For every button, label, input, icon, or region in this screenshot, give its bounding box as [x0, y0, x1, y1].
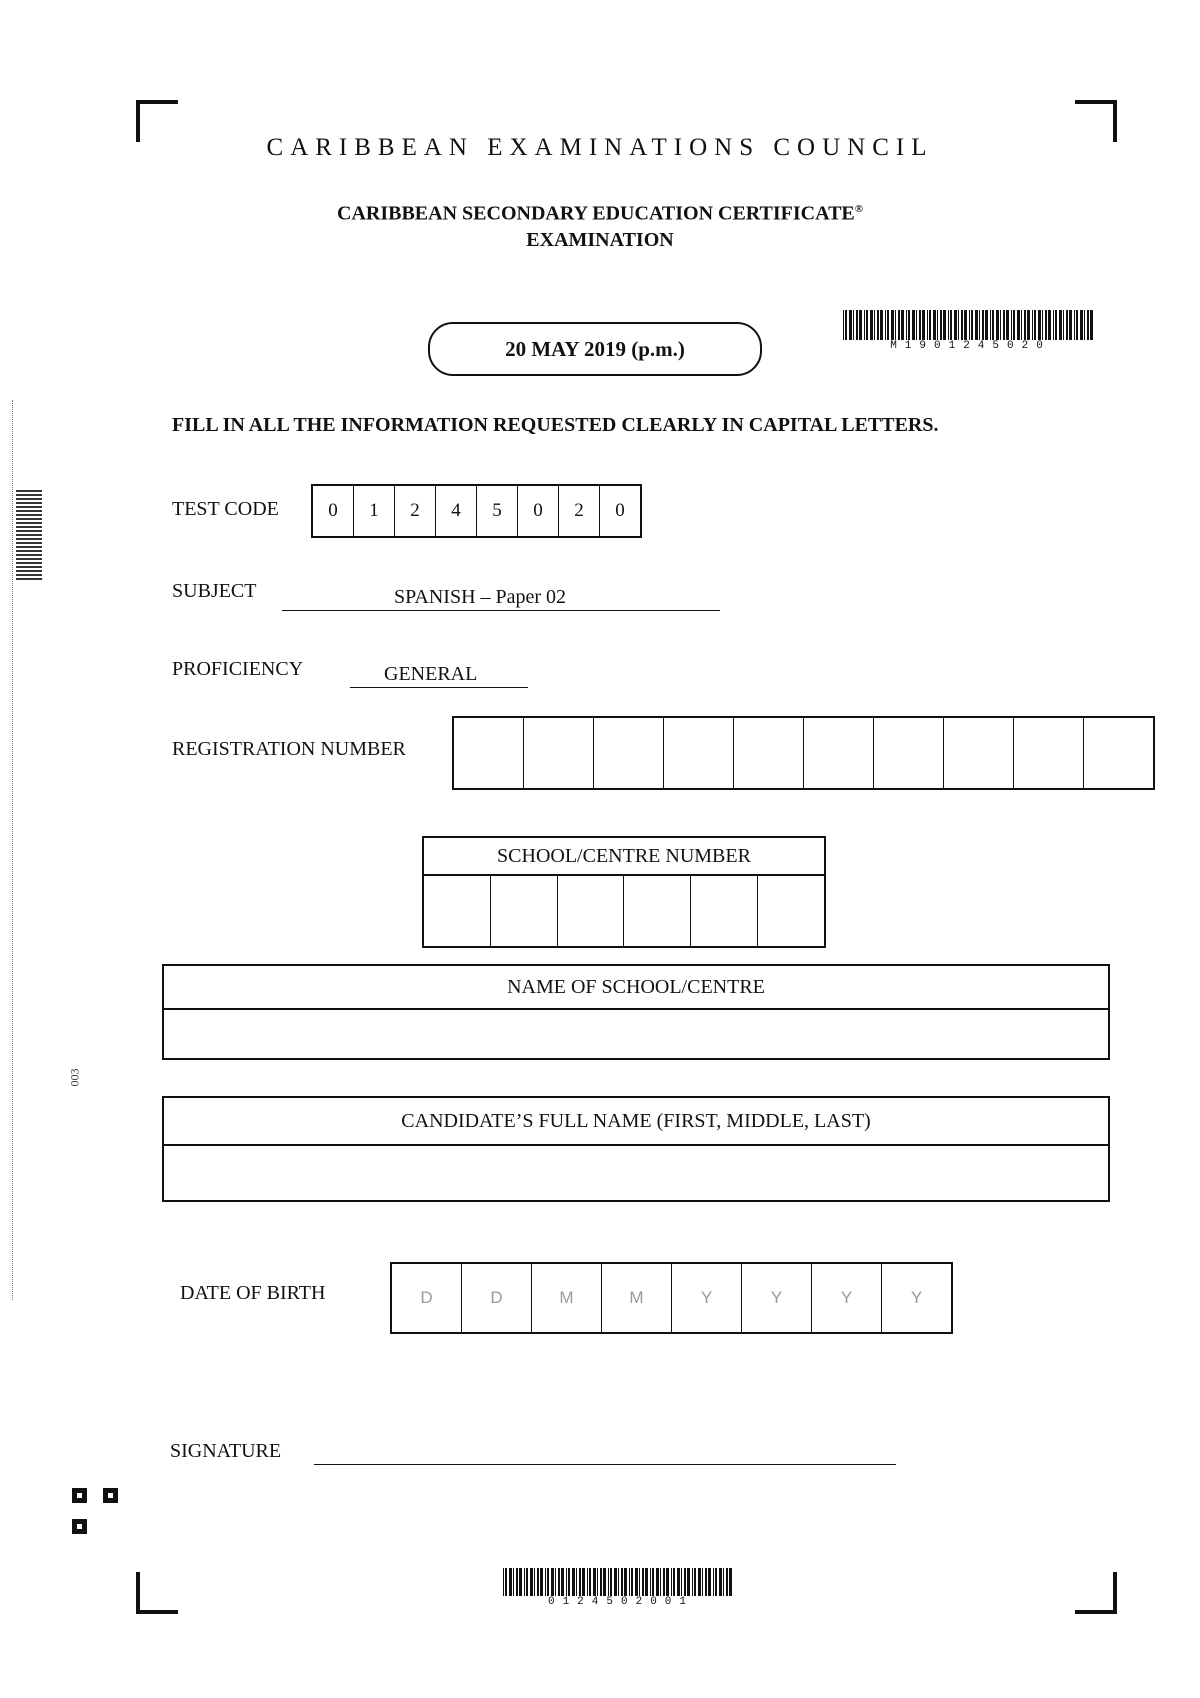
- school-name-label: NAME OF SCHOOL/CENTRE: [164, 966, 1108, 1010]
- school-centre-number-digit-box[interactable]: [691, 876, 758, 946]
- signature-label: SIGNATURE: [170, 1440, 282, 1462]
- test-code-label: TEST CODE: [172, 498, 279, 520]
- certificate-line-1: CARIBBEAN SECONDARY EDUCATION CERTIFICATE: [337, 202, 855, 225]
- test-code-digit: 0: [615, 500, 625, 521]
- corner-mark-bottom-left: [136, 1572, 178, 1614]
- qr-code-icon: [72, 1488, 118, 1534]
- school-centre-number-digit-box[interactable]: [558, 876, 625, 946]
- test-code-digit: 4: [436, 486, 477, 536]
- instruction-text: FILL IN ALL THE INFORMATION REQUESTED CLEARLY IN CAPITAL LETTERS.: [172, 414, 939, 436]
- side-number: 003: [67, 1068, 82, 1087]
- certificate-title: [0, 196, 1200, 253]
- registration-number-box[interactable]: [1084, 718, 1153, 788]
- registration-number-box[interactable]: [524, 718, 594, 788]
- exam-date: 20 MAY 2019 (p.m.): [505, 336, 685, 361]
- date-of-birth-box[interactable]: Y: [910, 1288, 923, 1307]
- subject-value: SPANISH – Paper 02: [394, 586, 567, 608]
- school-centre-number-digit-box[interactable]: [624, 876, 691, 946]
- school-name-input[interactable]: [164, 1010, 1108, 1058]
- test-code-digit: 1: [354, 486, 395, 536]
- registration-number-box[interactable]: [454, 718, 524, 788]
- candidate-name-input[interactable]: [164, 1146, 1108, 1200]
- school-centre-number-grid: [424, 876, 824, 946]
- registration-number-box[interactable]: [734, 718, 804, 788]
- test-code-digit: 2: [395, 486, 436, 536]
- candidate-name-label: CANDIDATE’S FULL NAME (FIRST, MIDDLE, LAST): [164, 1098, 1108, 1146]
- school-centre-number-digit-box[interactable]: [424, 876, 491, 946]
- test-code-digit: 0: [313, 486, 354, 536]
- registration-number-box[interactable]: [664, 718, 734, 788]
- candidate-name-box: [162, 1096, 1110, 1202]
- registration-number-box[interactable]: [944, 718, 1014, 788]
- date-of-birth-box[interactable]: Y: [672, 1264, 742, 1332]
- school-centre-number-box: [422, 836, 826, 948]
- date-of-birth-box[interactable]: Y: [812, 1264, 882, 1332]
- certificate-line-2: EXAMINATION: [526, 228, 674, 251]
- proficiency-value: GENERAL: [384, 663, 478, 685]
- date-of-birth-grid: [390, 1262, 953, 1334]
- school-centre-number-digit-box[interactable]: [491, 876, 558, 946]
- scan-edge-mark: [16, 490, 42, 580]
- school-centre-number-digit-box[interactable]: [758, 876, 824, 946]
- subject-field: [282, 584, 720, 611]
- registration-number-box[interactable]: [1014, 718, 1084, 788]
- test-code-digit: 5: [477, 486, 518, 536]
- registration-number-label: REGISTRATION NUMBER: [172, 738, 406, 760]
- proficiency-field: [350, 661, 528, 688]
- proficiency-label: PROFICIENCY: [172, 658, 304, 680]
- corner-mark-bottom-right: [1075, 1572, 1117, 1614]
- bottom-barcode: [503, 1568, 739, 1608]
- registered-mark: ®: [854, 203, 863, 215]
- date-of-birth-label: DATE OF BIRTH: [180, 1282, 326, 1304]
- registration-number-grid: [452, 716, 1155, 790]
- date-of-birth-box[interactable]: M: [532, 1264, 602, 1332]
- date-of-birth-box[interactable]: D: [462, 1264, 532, 1332]
- registration-number-box[interactable]: [804, 718, 874, 788]
- exam-date-box: [428, 322, 762, 376]
- registration-number-box[interactable]: [874, 718, 944, 788]
- bottom-barcode-number: 0124502001: [547, 1596, 694, 1608]
- test-code-grid: [311, 484, 642, 538]
- test-code-digit: 0: [518, 486, 559, 536]
- date-of-birth-box[interactable]: D: [392, 1264, 462, 1332]
- bottom-barcode-bars: [503, 1568, 739, 1596]
- top-barcode-number: M1901245020: [890, 340, 1051, 352]
- subject-label: SUBJECT: [172, 580, 257, 602]
- date-of-birth-box[interactable]: Y: [742, 1264, 812, 1332]
- top-barcode: [843, 310, 1098, 352]
- school-centre-number-label: SCHOOL/CENTRE NUMBER: [424, 838, 824, 876]
- registration-number-box[interactable]: [594, 718, 664, 788]
- school-name-box: [162, 964, 1110, 1060]
- date-of-birth-box[interactable]: M: [602, 1264, 672, 1332]
- signature-line[interactable]: [314, 1442, 896, 1465]
- council-title: CARIBBEAN EXAMINATIONS COUNCIL: [266, 134, 934, 161]
- test-code-digit: 2: [559, 486, 600, 536]
- top-barcode-bars: [843, 310, 1098, 340]
